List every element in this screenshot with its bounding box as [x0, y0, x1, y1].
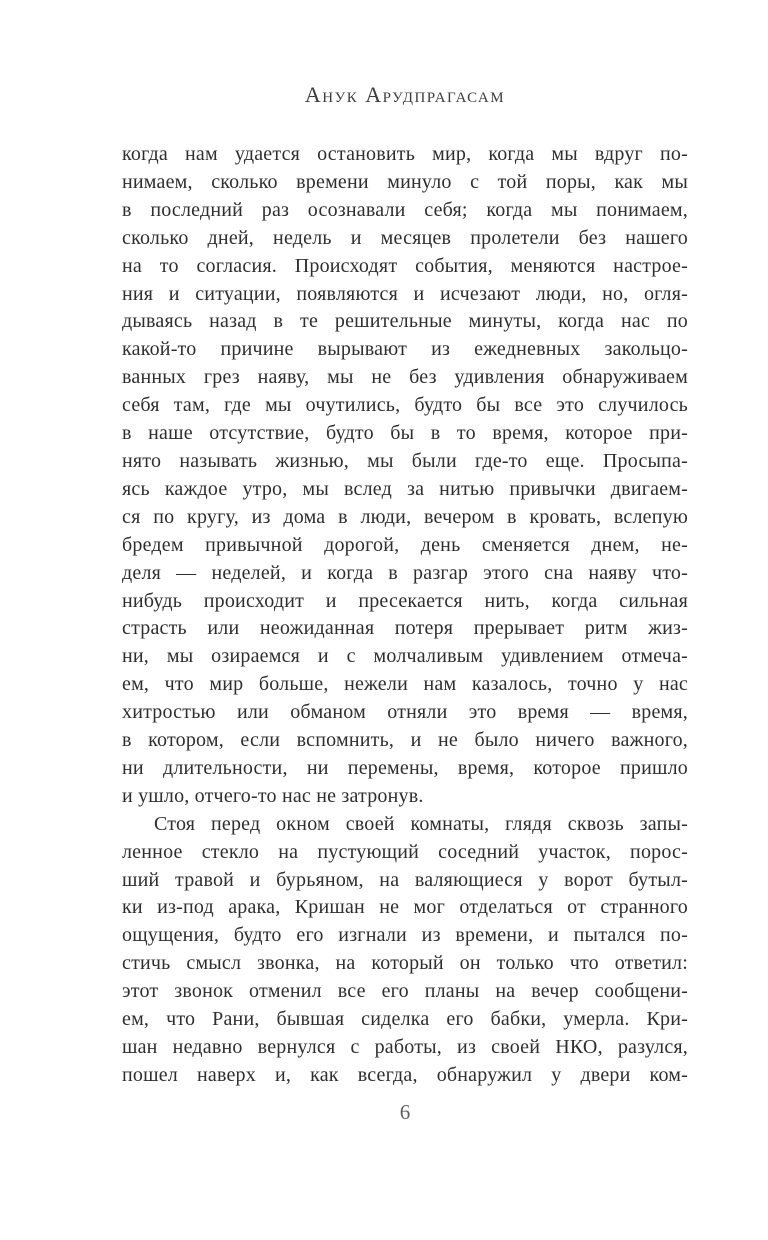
text-line: и ушло, отчего-то нас не затронув.: [122, 784, 424, 807]
text-line: ем, что Рани, бывшая сиделка его бабки, умерла. Кри-: [122, 1008, 688, 1031]
text-line: ем, что мир больше, нежели нам казалось, точно у нас: [122, 673, 688, 696]
text-line: деля — неделей, и когда в разгар этого сна наяву что-: [122, 561, 688, 584]
text-line: ший травой и бурьяном, на валяющиеся у ворот бутыл-: [122, 868, 688, 891]
text-line: нимаем, сколько времени минуло с той поры, как мы: [122, 170, 688, 193]
text-line: какой-то причине вырывают из ежедневных закольцо-: [122, 338, 688, 361]
text-line: ни длительности, ни перемены, время, которое пришло: [122, 756, 688, 779]
text-line: ясь каждое утро, мы вслед за нитью привычки двигаем-: [122, 477, 688, 500]
text-line: в последний раз осознавали себя; когда мы понимаем,: [122, 198, 688, 221]
text-line: ленное стекло на пустующий соседний участок, порос-: [122, 840, 688, 863]
text-line: себя там, где мы очутились, будто бы все это случилось: [122, 394, 688, 417]
text-line: ния и ситуации, появляются и исчезают люди, но, огля-: [122, 282, 688, 305]
text-line: ни, мы озираемся и с молчаливым удивлением отмеча-: [122, 645, 688, 668]
page-number: 6: [399, 1100, 411, 1124]
text-line: в котором, если вспомнить, и не было ничего важного,: [122, 729, 688, 752]
text-line: сколько дней, недель и месяцев пролетели без нашего: [122, 226, 688, 249]
text-line: в наше отсутствие, будто бы в то время, которое при-: [122, 422, 688, 445]
text-line: нято называть жизнью, мы были где-то еще. Просыпа-: [122, 449, 688, 472]
text-line: когда нам удается остановить мир, когда мы вдруг по-: [122, 143, 688, 165]
text-line: ванных грез наяву, мы не без удивления обнаруживаем: [122, 366, 688, 389]
text-line: стичь смысл звонка, на который он только что ответил:: [122, 952, 688, 975]
text-line: ся по кругу, из дома в люди, вечером в кровать, вслепую: [122, 505, 688, 528]
running-header-author: Анук Арудпрагасам: [304, 82, 506, 107]
text-line: пошел наверх и, как всегда, обнаружил у двери ком-: [122, 1063, 688, 1086]
text-line: на то согласия. Происходят события, меняются настрое-: [122, 254, 688, 277]
text-line: бредем привычной дорогой, день сменяется днем, не-: [122, 533, 688, 556]
text-block: [122, 141, 688, 1090]
text-line: дываясь назад в те решительные минуты, когда нас по: [122, 310, 688, 333]
text-line: страсть или неожиданная потеря прерывает ритм жиз-: [122, 617, 688, 640]
text-line: шан недавно вернулся с работы, из своей НКО, разулся,: [122, 1036, 688, 1058]
text-line: Стоя перед окном своей комнаты, глядя сквозь запы-: [154, 812, 688, 835]
text-line: нибудь происходит и пресекается нить, когда сильная: [122, 589, 688, 612]
text-line: хитростью или обманом отняли это время — время,: [122, 701, 688, 724]
text-line: ки из-под арака, Кришан не мог отделаться от странного: [122, 896, 688, 919]
text-line: этот звонок отменил все его планы на вечер сообщени-: [122, 980, 688, 1003]
text-line: ощущения, будто его изгнали из времени, и пытался по-: [122, 924, 688, 947]
